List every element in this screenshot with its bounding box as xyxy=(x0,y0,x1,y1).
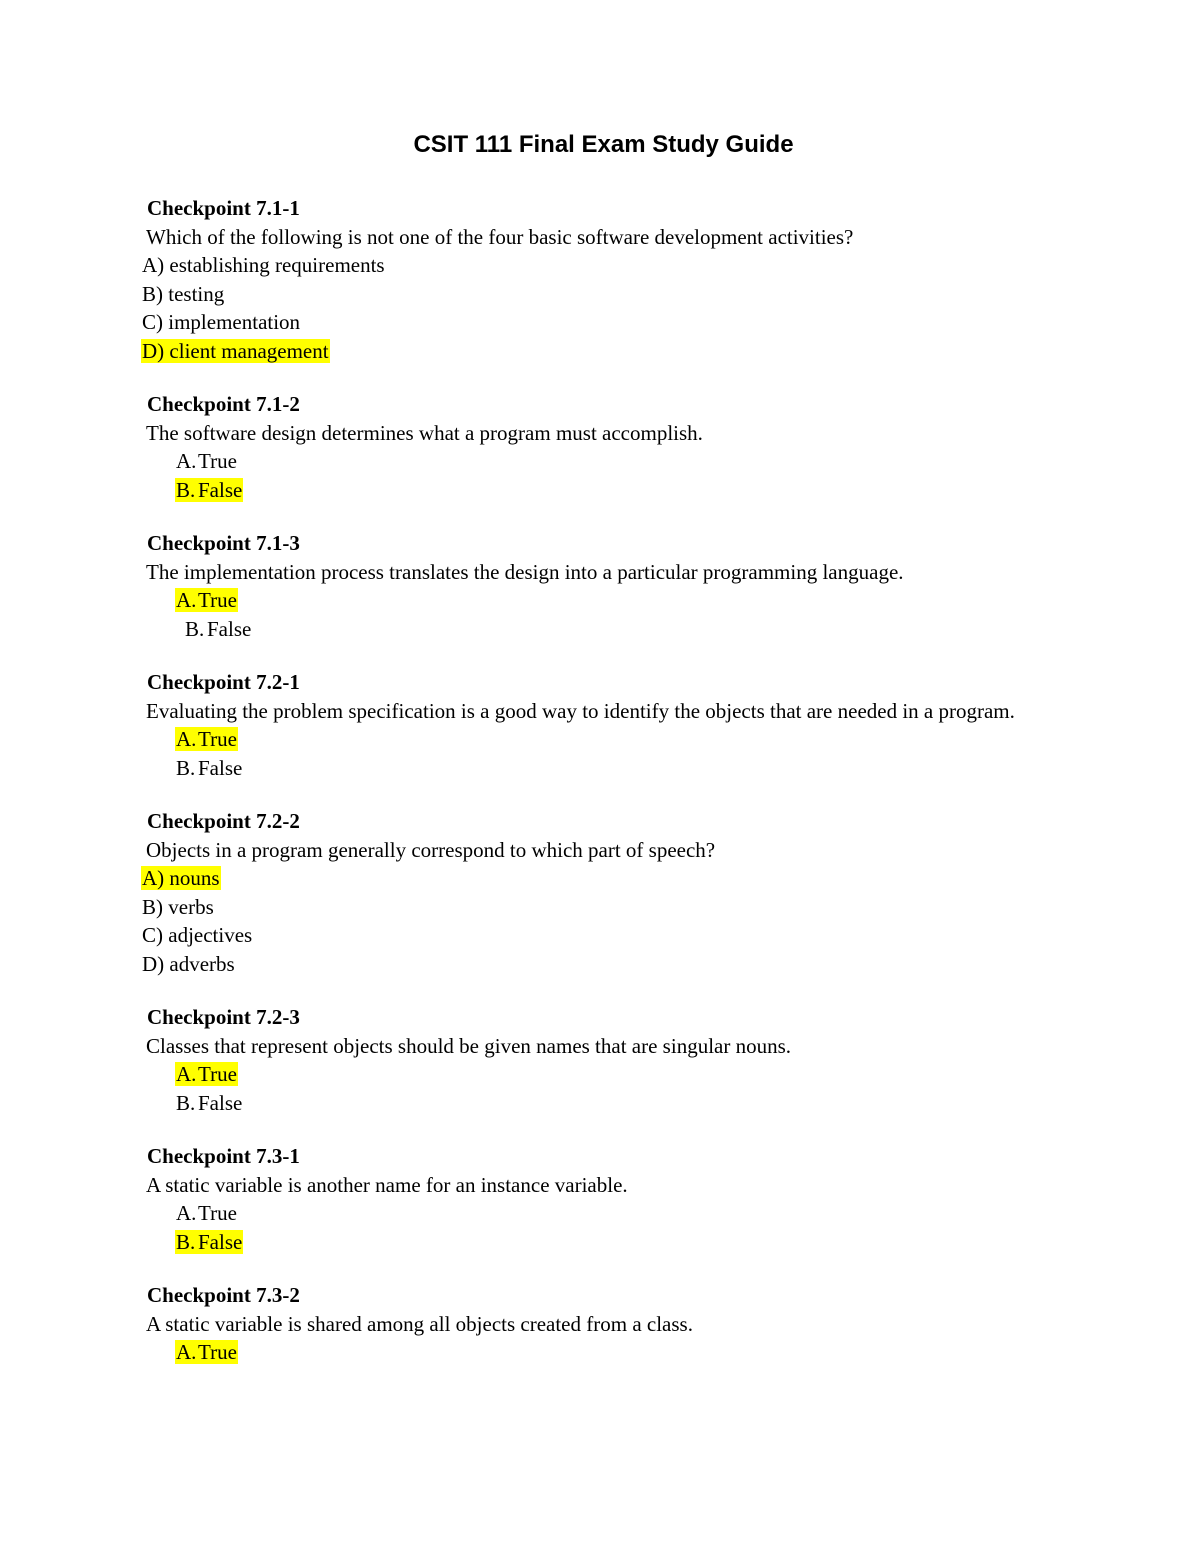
question-text: Evaluating the problem specification is a good way to identify the objects that are needed in a program. xyxy=(146,698,1015,723)
answer-option: D) adverbs xyxy=(142,951,235,976)
question-7-3-2 xyxy=(141,1281,1061,1367)
answer-option-correct: A) nouns xyxy=(142,866,220,890)
answer-option-correct: A.True xyxy=(176,1062,237,1086)
answer-option-correct: B. False xyxy=(176,1229,243,1254)
question-text: Objects in a program generally correspond to which part of speech? xyxy=(146,837,716,862)
question-text: A static variable is another name for an instance variable. xyxy=(146,1172,628,1197)
question-text: Which of the following is not one of the four basic software development activities? xyxy=(146,224,854,249)
question-7-2-3 xyxy=(141,1003,1061,1117)
question-7-1-1 xyxy=(141,194,1061,365)
question-7-2-2 xyxy=(141,807,1061,978)
document-title: CSIT 111 Final Exam Study Guide xyxy=(413,131,794,158)
question-title: Checkpoint 7.3-1 xyxy=(147,1144,300,1168)
question-title: Checkpoint 7.1-2 xyxy=(147,392,300,416)
question-title: Checkpoint 7.1-1 xyxy=(147,196,300,220)
question-7-3-1 xyxy=(141,1142,1061,1256)
question-text: The software design determines what a program must accomplish. xyxy=(146,420,703,445)
question-text: A static variable is shared among all objects created from a class. xyxy=(146,1311,693,1336)
answer-option: C) adjectives xyxy=(142,923,253,947)
question-text: The implementation process translates the design into a particular programming language. xyxy=(146,559,904,584)
answer-option: A.True xyxy=(176,1201,237,1225)
question-text: Classes that represent objects should be given names that are singular nouns. xyxy=(146,1033,792,1058)
answer-option-correct: B. False xyxy=(176,477,243,502)
answer-option: A.True xyxy=(176,449,237,473)
question-title: Checkpoint 7.3-2 xyxy=(147,1283,300,1307)
answer-option-correct: A.True xyxy=(176,727,237,751)
question-7-2-1 xyxy=(141,668,1061,782)
answer-option: B. False xyxy=(176,1090,243,1115)
question-title: Checkpoint 7.2-2 xyxy=(147,809,300,833)
answer-option-correct: A.True xyxy=(176,588,237,612)
answer-option: B) testing xyxy=(142,281,225,306)
answer-option: B. False xyxy=(185,616,252,641)
question-title: Checkpoint 7.1-3 xyxy=(147,531,300,555)
question-7-1-2 xyxy=(141,390,1061,504)
question-title: Checkpoint 7.2-3 xyxy=(147,1005,300,1029)
answer-option: C) implementation xyxy=(142,310,301,334)
answer-option: A) establishing requirements xyxy=(142,253,385,277)
question-list xyxy=(141,194,1061,1392)
answer-option-correct: A.True xyxy=(176,1340,237,1364)
question-title: Checkpoint 7.2-1 xyxy=(147,670,300,694)
answer-option: B. False xyxy=(176,755,243,780)
answer-option-correct: D) client management xyxy=(142,338,329,363)
answer-option: B) verbs xyxy=(142,894,214,919)
question-7-1-3 xyxy=(141,529,1061,643)
